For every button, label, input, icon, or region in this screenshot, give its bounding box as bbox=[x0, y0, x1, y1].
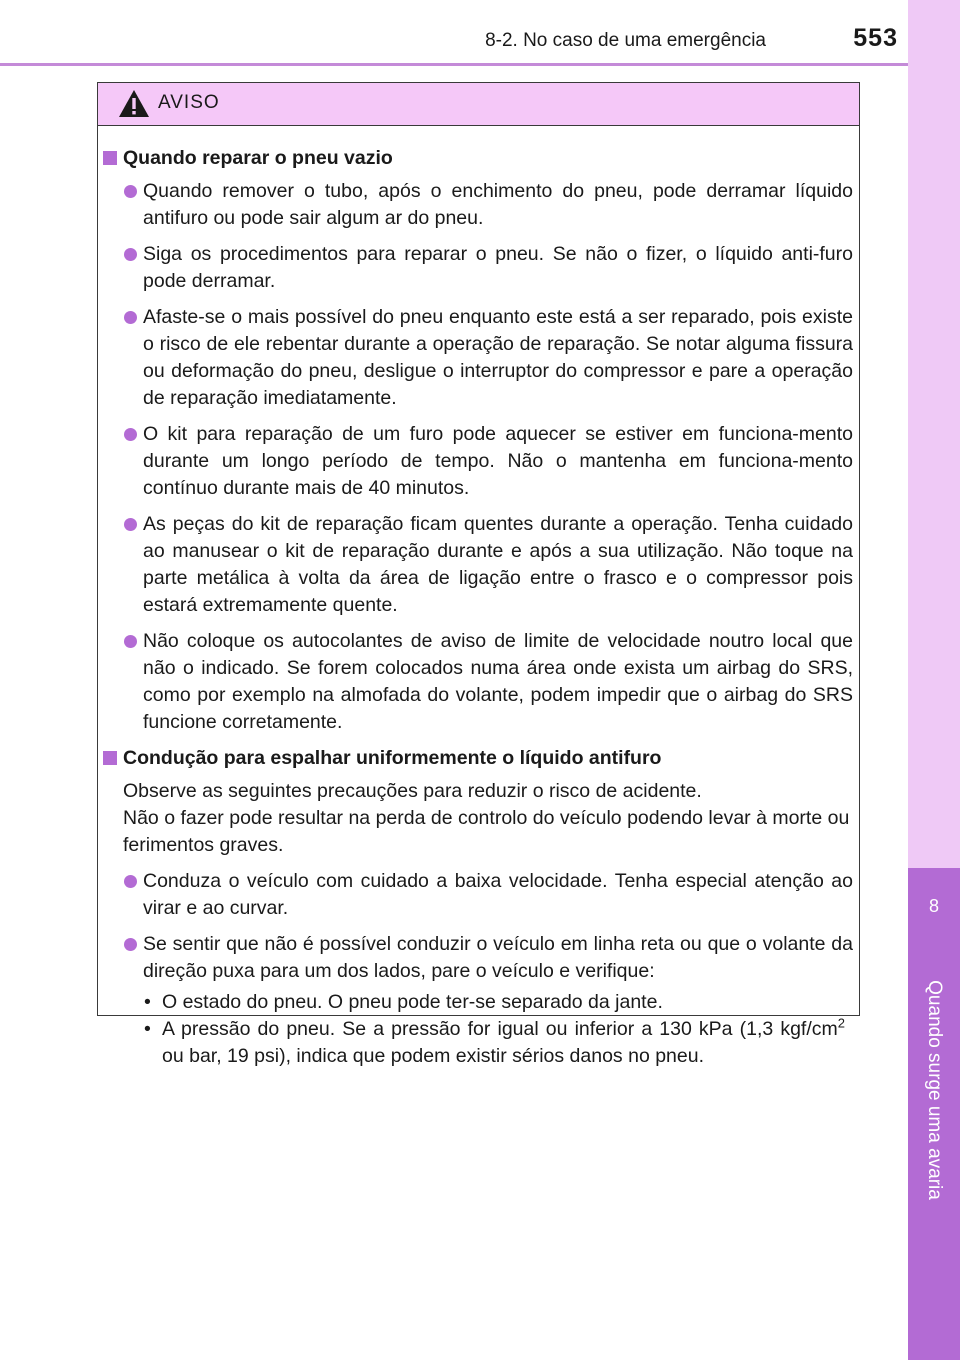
section-intro: Observe as seguintes precauções para reduzir o risco de acidente. Não o fazer pode resultar na perda de controlo do veículo podendo levar à morte ou ferimentos graves. bbox=[123, 780, 850, 856]
circle-bullet-icon bbox=[124, 185, 137, 198]
list-item: Quando remover o tubo, após o enchimento do pneu, pode derramar líquido antifuro ou pode sair algum ar do pneu. bbox=[98, 178, 861, 232]
warning-triangle-icon bbox=[118, 89, 150, 118]
list-item: Conduza o veículo com cuidado a baixa velocidade. Tenha especial atenção ao virar e ao curvar. bbox=[98, 868, 861, 922]
dot-marker: • bbox=[144, 1018, 151, 1040]
list-item: As peças do kit de reparação ficam quentes durante a operação. Tenha cuidado ao manusear o kit de reparação durante e após a sua utilização. Não toque na parte metálica à volta da área de ligação entre o frasco e o compressor pois estará extremamente quente. bbox=[98, 511, 861, 619]
list-item: Não coloque os autocolantes de aviso de limite de velocidade noutro local que não o indicado. Se forem colocados numa área onde exista um airbag do SRS, como por exemplo na almofada do volante, podem impedir que o airbag do SRS funcione corretamente. bbox=[98, 628, 861, 736]
circle-bullet-icon bbox=[124, 875, 137, 888]
circle-bullet-icon bbox=[124, 248, 137, 261]
chapter-title: Quando surge uma avaria bbox=[924, 980, 945, 1200]
warning-content bbox=[98, 145, 861, 1079]
circle-bullet-icon bbox=[124, 311, 137, 324]
warning-box bbox=[97, 82, 860, 1067]
circle-bullet-icon bbox=[124, 938, 137, 951]
list-item: Siga os procedimentos para reparar o pneu. Se não o fizer, o líquido anti-furo pode derramar. bbox=[98, 241, 861, 295]
page-number: 553 bbox=[853, 24, 898, 52]
header-rule bbox=[0, 63, 908, 66]
sub-list-item: • A pressão do pneu. Se a pressão for igual ou inferior a 130 kPa (1,3 kgf/$cm^2$ ou bar, 19 psi), indica que podem existir sérios danos no pneu. bbox=[144, 1015, 845, 1067]
square-bullet-icon bbox=[103, 151, 117, 165]
sub-list bbox=[143, 989, 853, 1070]
square-bullet-icon bbox=[103, 751, 117, 765]
list-item: Afaste-se o mais possível do pneu enquanto este está a ser reparado, pois existe o risco de ele rebentar durante a operação de reparação. Se notar alguma fissura ou deformação do pneu, desligue o interruptor do compressor e pare a operação de reparação imediatamente. bbox=[98, 304, 861, 412]
sub-list-item: • O estado do pneu. O pneu pode ter-se separado da jante. bbox=[143, 989, 853, 1016]
dot-marker: • bbox=[144, 991, 151, 1013]
circle-bullet-icon bbox=[124, 428, 137, 441]
warning-header bbox=[98, 83, 859, 126]
circle-bullet-icon bbox=[124, 635, 137, 648]
section-heading: Condução para espalhar uniformemente o líquido antifuro bbox=[98, 745, 861, 772]
list-item: Se sentir que não é possível conduzir o veículo em linha reta ou que o volante da direção puxa para um dos lados, pare o veículo e verifique: • O estado do pneu. O pneu pode ter-se separado da jante. • A pressão do pneu. Se a pressão for igual ou inferior a 130 kPa (1,3 kgf/$cm^2$ ou bar, 19 psi), indica que podem existir sérios danos no pneu. bbox=[98, 931, 861, 1070]
circle-bullet-icon bbox=[124, 518, 137, 531]
chapter-number: 8 bbox=[928, 896, 939, 916]
list-item: O kit para reparação de um furo pode aquecer se estiver em funciona-mento durante um longo período de tempo. Não o mantenha em funciona-mento contínuo durante mais de 40 minutos. bbox=[98, 421, 861, 502]
side-tab-upper bbox=[908, 0, 960, 868]
section-heading: Quando reparar o pneu vazio bbox=[98, 145, 861, 172]
header-section-title: 8-2. No caso de uma emergência bbox=[485, 30, 766, 51]
warning-label: AVISO bbox=[158, 92, 220, 113]
